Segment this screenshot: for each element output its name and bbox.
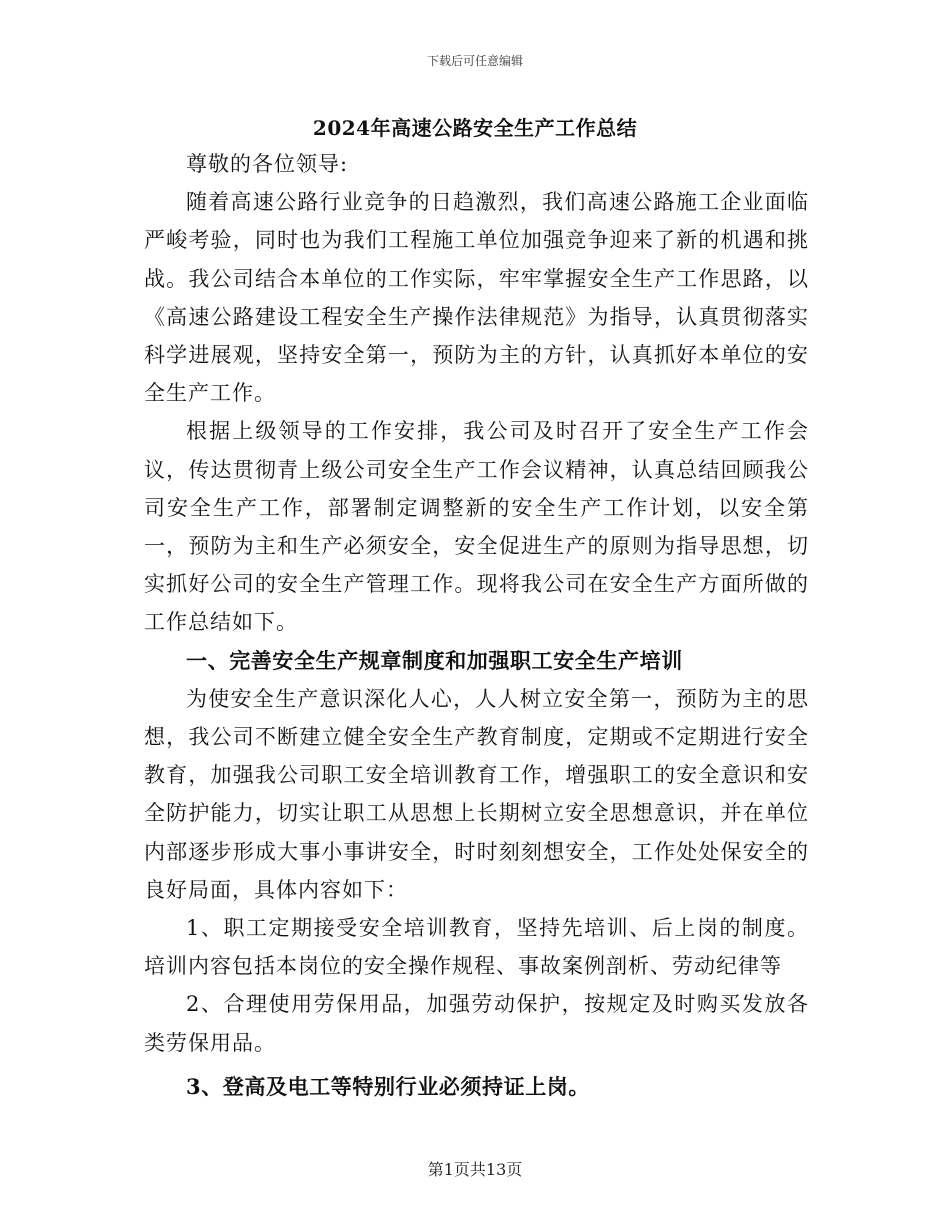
- document-body: [144, 145, 809, 1106]
- page-number: 第1页共13页: [427, 1160, 523, 1179]
- document-title: 2024年高速公路安全生产工作总结: [312, 116, 638, 140]
- list-item-1: 1、职工定期接受安全培训教育，坚持先培训、后上岗的制度。培训内容包括本岗位的安全操作规程、事故案例剖析、劳动纪律等: [144, 916, 809, 979]
- section-heading-1: 一、完善安全生产规章制度和加强职工安全生产培训: [186, 647, 683, 673]
- list-item-2: 2、合理使用劳保用品，加强劳动保护，按规定及时购买发放各类劳保用品。: [144, 992, 809, 1055]
- intro-paragraph: 随着高速公路行业竞争的日趋激烈，我们高速公路施工企业面临严峻考验，同时也为我们工程施工单位加强竞争迎来了新的机遇和挑战。我公司结合本单位的工作实际，牢牢掌握安全生产工作思路，以《高速公路建设工程安全生产操作法律规范》为指导，认真贯彻落实科学进展观，坚持安全第一，预防为主的方针，认真抓好本单位的安全生产工作。: [144, 190, 809, 406]
- salutation: 尊敬的各位领导:: [186, 152, 349, 176]
- meeting-paragraph: 根据上级领导的工作安排，我公司及时召开了安全生产工作会议，传达贯彻青上级公司安全生产工作会议精神，认真总结回顾我公司安全生产工作，部署制定调整新的安全生产工作计划，以安全第一，预防为主和生产必须安全，安全促进生产的原则为指导思想，切实抓好公司的安全生产管理工作。现将我公司在安全生产方面所做的工作总结如下。: [144, 419, 809, 635]
- list-item-3: 3、登高及电工等特别行业必须持证上岗。: [186, 1073, 591, 1099]
- section-1-paragraph: 为使安全生产意识深化人心，人人树立安全第一，预防为主的思想，我公司不断建立健全安全生产教育制度，定期或不定期进行安全教育，加强我公司职工安全培训教育工作，增强职工的安全意识和安全防护能力，切实让职工从思想上长期树立安全思想意识，并在单位内部逐步形成大事小事讲安全，时时刻刻想安全，工作处处保安全的良好局面，具体内容如下：: [144, 686, 809, 902]
- page-header-note: 下载后可任意编辑: [426, 54, 523, 68]
